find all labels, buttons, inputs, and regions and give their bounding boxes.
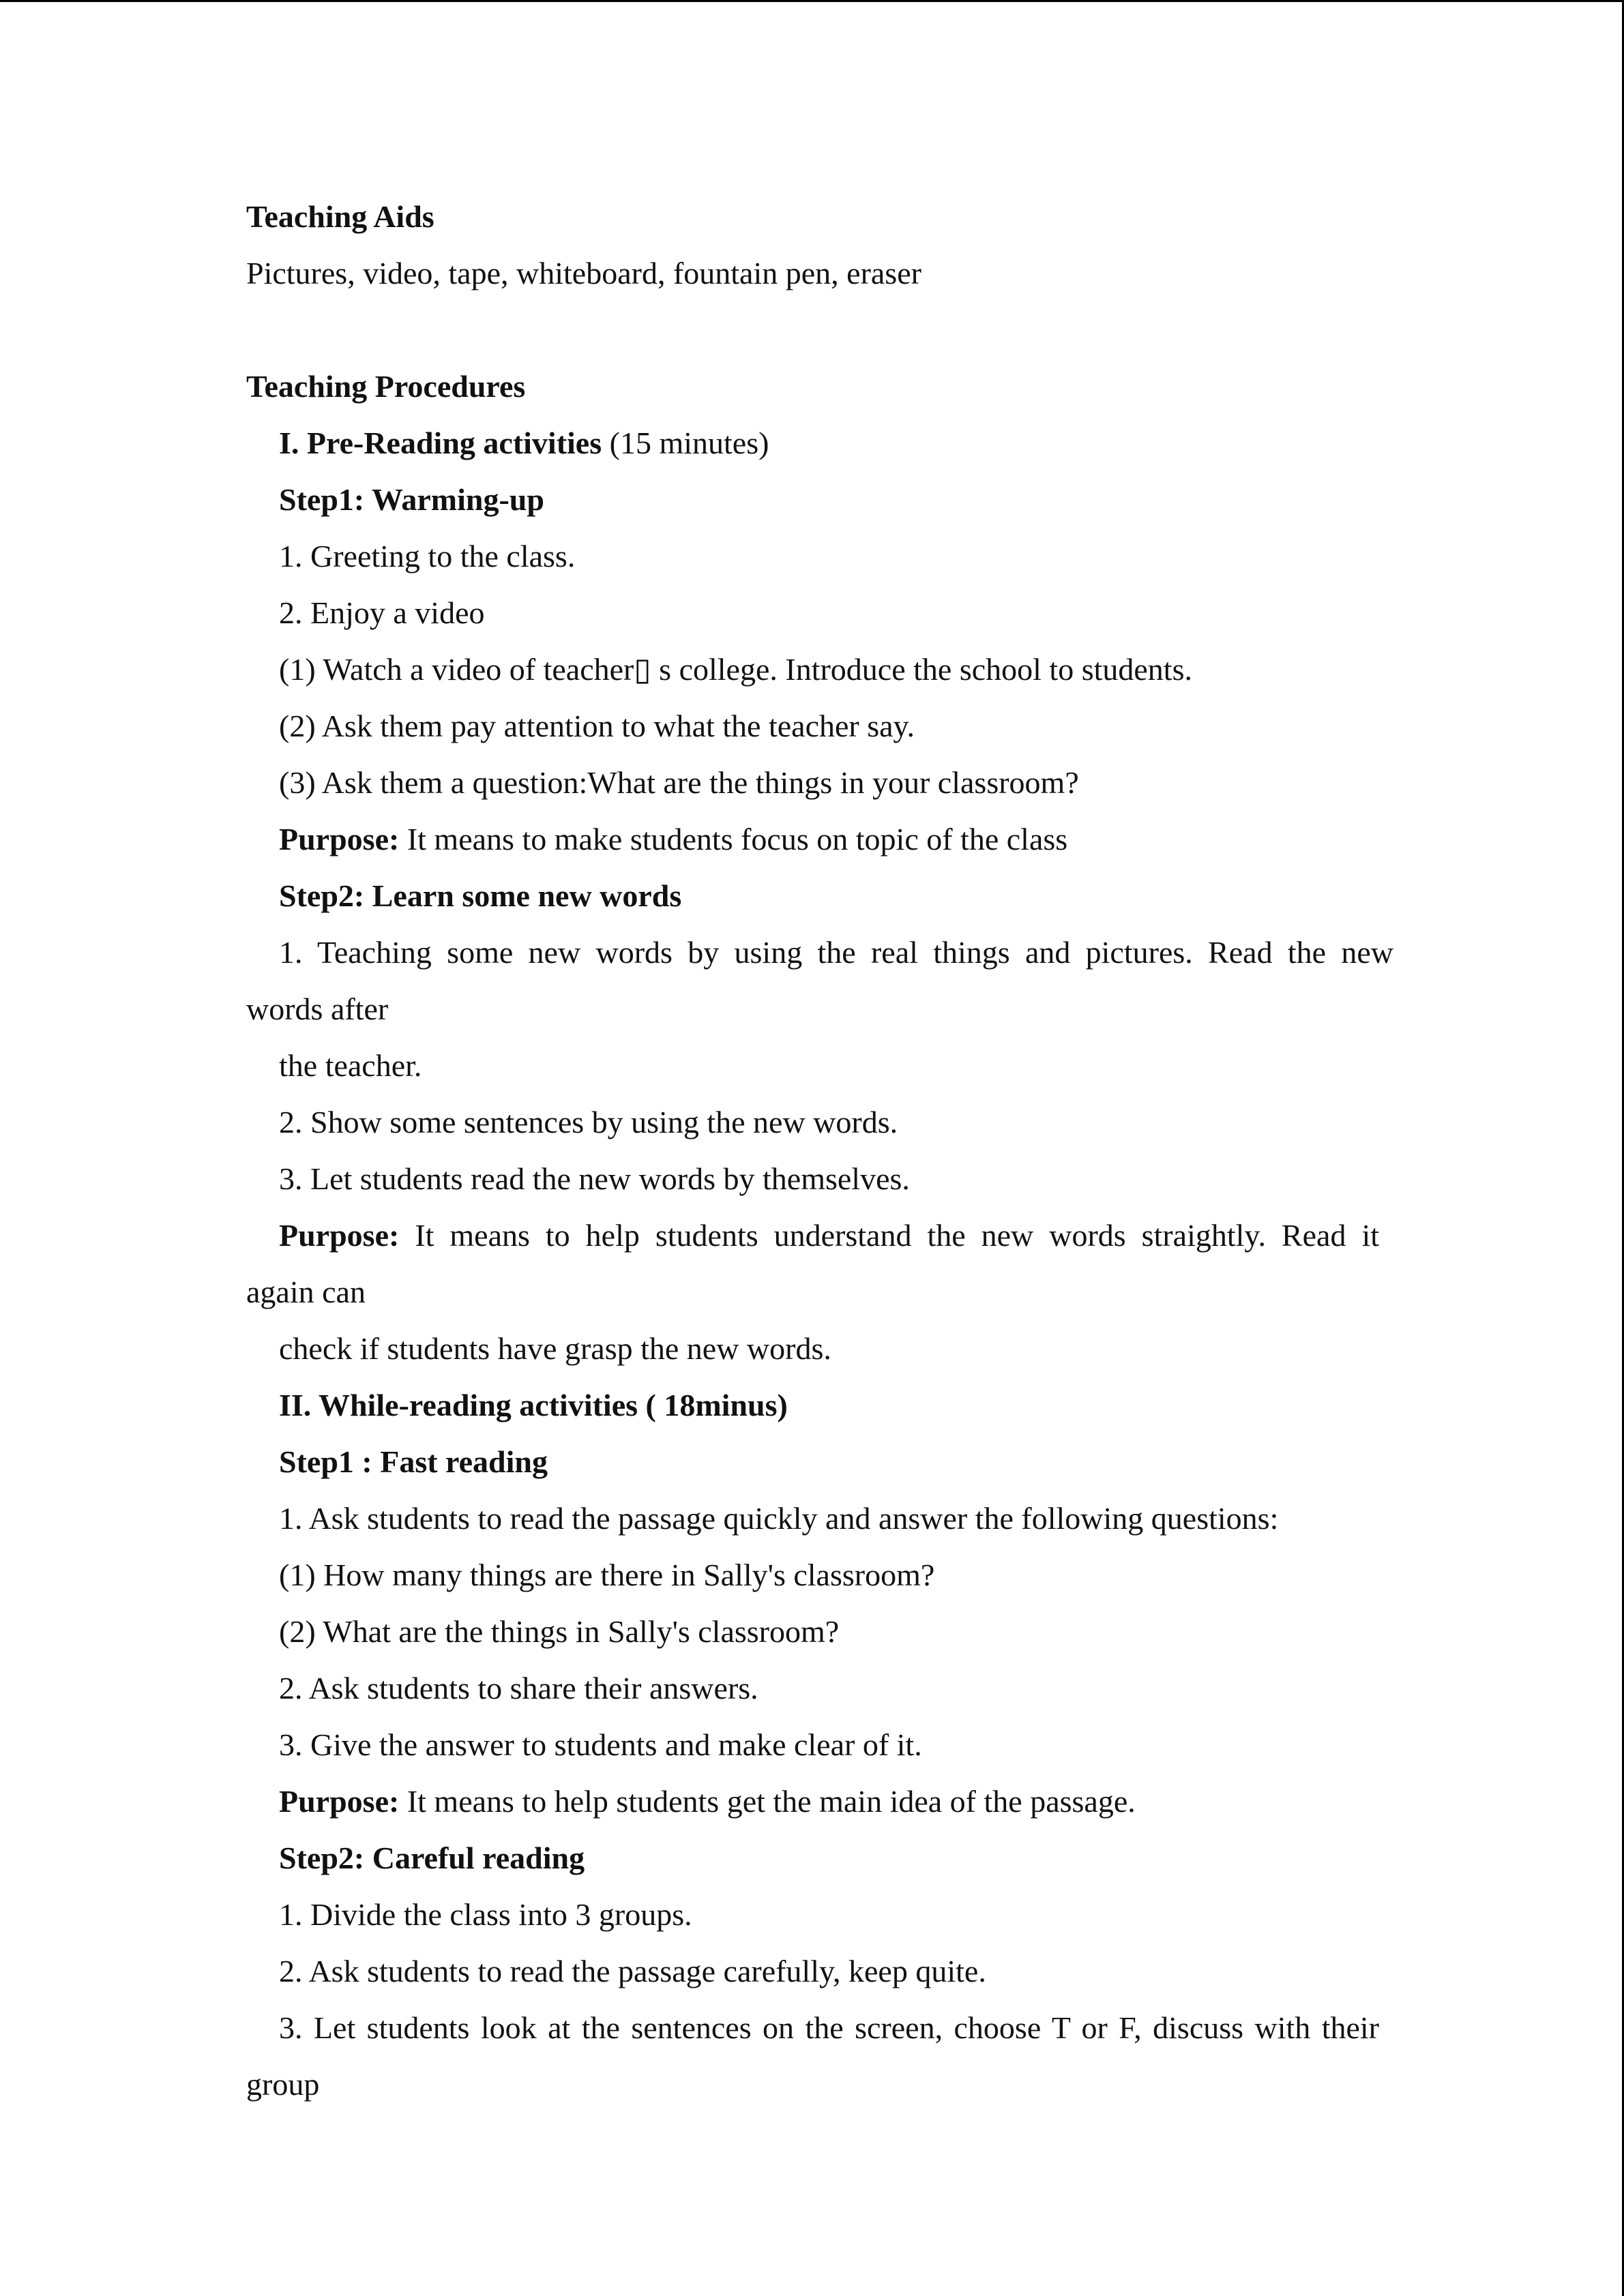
list-item: (3) Ask them a question:What are the things in your classroom?: [279, 765, 1079, 800]
purpose-line: Purpose: It means to help students get the main idea of the passage.: [279, 1784, 1136, 1819]
list-item: 3. Let students look at the sentences on the screen, choose T or F, discuss with their: [279, 2010, 1379, 2045]
teaching-procedures-heading: Teaching Procedures: [246, 369, 526, 404]
page-border-top: [0, 0, 1624, 2]
purpose-line: Purpose: It means to help students understand the new words straightly. Read it: [279, 1218, 1379, 1253]
section-pre-reading-title: I. Pre-Reading activities (15 minutes): [279, 426, 769, 460]
teaching-aids-heading: Teaching Aids: [246, 199, 434, 234]
section-while-reading-title: II. While-reading activities ( 18minus): [279, 1388, 788, 1422]
spacer: [246, 301, 1393, 358]
list-item: 2. Ask students to read the passage carefully, keep quite.: [279, 1954, 986, 1988]
teaching-aids-items: Pictures, video, tape, whiteboard, fountain pen, eraser: [246, 256, 921, 290]
purpose-continuation: again can: [246, 1274, 366, 1309]
step2-careful-reading-title: Step2: Careful reading: [279, 1840, 585, 1875]
list-item: 3. Let students read the new words by themselves.: [279, 1161, 910, 1196]
list-item: (1) How many things are there in Sally's classroom?: [279, 1557, 935, 1592]
step2-new-words-title: Step2: Learn some new words: [279, 878, 682, 913]
list-item: 2. Enjoy a video: [279, 595, 485, 630]
list-item: 1. Ask students to read the passage quickly and answer the following questions:: [279, 1501, 1279, 1536]
step1-warming-up-title: Step1: Warming-up: [279, 482, 544, 517]
list-item: 1. Teaching some new words by using the real things and pictures. Read the new: [279, 935, 1393, 970]
purpose-continuation: check if students have grasp the new words.: [279, 1331, 831, 1366]
list-item-continuation: the teacher.: [279, 1048, 422, 1083]
list-item: 1. Greeting to the class.: [279, 539, 576, 573]
list-item: (2) Ask them pay attention to what the teacher say.: [279, 709, 915, 743]
list-item: (2) What are the things in Sally's classroom?: [279, 1614, 840, 1649]
list-item: 1. Divide the class into 3 groups.: [279, 1897, 692, 1932]
list-item: 2. Ask students to share their answers.: [279, 1671, 758, 1705]
list-item-continuation: words after: [246, 992, 389, 1026]
list-item-continuation: group: [246, 2067, 320, 2102]
purpose-line: Purpose: It means to make students focus on topic of the class: [279, 822, 1068, 856]
list-item: 2. Show some sentences by using the new words.: [279, 1105, 898, 1139]
document-body: [246, 188, 1393, 2113]
list-item: (1) Watch a video of teacher▯ s college. Introduce the school to students.: [279, 652, 1192, 687]
step1-fast-reading-title: Step1 : Fast reading: [279, 1444, 548, 1479]
list-item: 3. Give the answer to students and make clear of it.: [279, 1727, 922, 1762]
